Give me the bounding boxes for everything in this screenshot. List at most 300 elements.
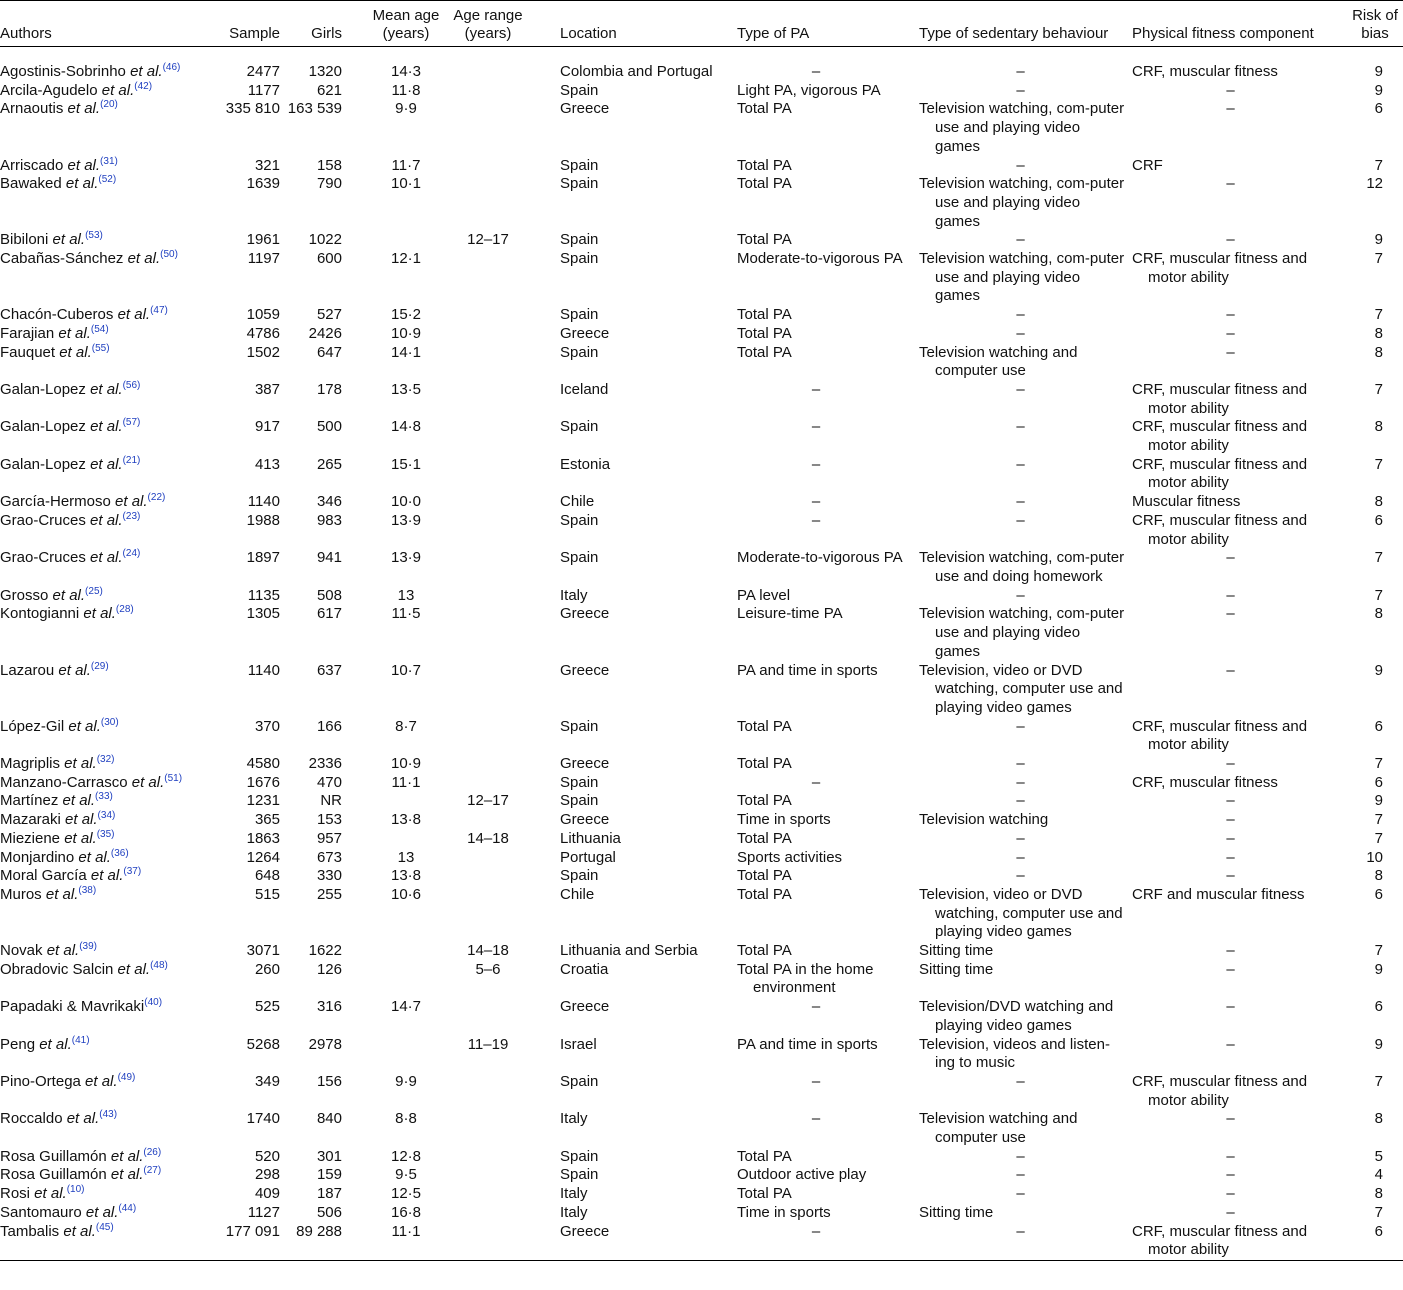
cell-age-range: [440, 811, 560, 830]
header-row: [0, 1, 1403, 47]
cell-risk-of-bias: 7: [1374, 586, 1383, 604]
cell-mean-age: 12·8: [390, 1147, 422, 1165]
reference-link[interactable]: (22): [147, 492, 166, 504]
cell-sedentary: Television, video or DVD watching, computer use and playing video games: [919, 661, 1123, 716]
author-name: Grao-Cruces: [0, 549, 86, 567]
et-al: et al.: [113, 306, 151, 324]
cell-location: Greece: [560, 755, 610, 773]
cell-risk-of-bias: 7: [1374, 380, 1383, 398]
cell-fitness: –: [1226, 324, 1235, 342]
reference-link[interactable]: (55): [91, 342, 110, 354]
reference-link[interactable]: (45): [95, 1221, 114, 1233]
reference-link[interactable]: (42): [134, 80, 153, 92]
author-name: Galan-Lopez: [0, 380, 86, 398]
et-al: et al.: [86, 867, 124, 885]
cell-girls: 470: [316, 773, 342, 791]
header-mean-age-2: (years): [382, 25, 430, 43]
cell-type-pa: Total PA: [737, 829, 792, 847]
cell-fitness: –: [1226, 231, 1235, 249]
cell-girls: 2978: [308, 1035, 342, 1053]
header-location: Location: [560, 1, 737, 47]
cell-girls: 500: [316, 418, 342, 436]
cell-sample: 917: [254, 418, 280, 436]
cell-sample: 1264: [246, 848, 280, 866]
header-age-range: [440, 1, 560, 47]
et-al: et al.: [62, 1110, 100, 1128]
table-row: [0, 867, 1403, 886]
cell-mean-age: 11·5: [391, 605, 421, 623]
author-name: López-Gil: [0, 717, 65, 735]
cell-mean-age: [350, 1036, 440, 1073]
reference-link[interactable]: (25): [85, 585, 103, 597]
cell-location: Spain: [560, 306, 599, 324]
cell-risk-of-bias: 6: [1374, 717, 1383, 735]
reference-link[interactable]: (56): [122, 379, 141, 391]
cell-sedentary: –: [1016, 586, 1025, 604]
cell-sample: 1502: [246, 343, 280, 361]
cell-sedentary: –: [1016, 867, 1025, 885]
author-name: Lazarou: [0, 661, 55, 679]
cell-sedentary: –: [1016, 848, 1025, 866]
table-row: [0, 231, 1403, 250]
cell-girls: 941: [316, 549, 342, 567]
cell-risk-of-bias: 5: [1374, 1147, 1383, 1165]
cell-girls: 153: [316, 811, 342, 829]
cell-risk-of-bias: 12: [1366, 175, 1383, 193]
cell-risk-of-bias: 6: [1374, 511, 1383, 529]
cell-sample: 1988: [246, 511, 280, 529]
reference-link[interactable]: (49): [117, 1071, 136, 1083]
cell-type-pa: Time in sports: [737, 811, 831, 829]
et-al: et al.: [35, 1035, 72, 1053]
cell-authors: [0, 344, 218, 381]
cell-sedentary: Television watching: [919, 811, 1049, 829]
cell-sedentary: Television, video or DVD watching, computer use and playing video games: [919, 885, 1123, 941]
reference-link[interactable]: (43): [99, 1109, 118, 1121]
cell-fitness: CRF, muscular fitness: [1132, 63, 1278, 80]
cell-risk-of-bias: 7: [1374, 306, 1383, 324]
cell-sample: 349: [254, 1072, 280, 1090]
cell-girls: 265: [316, 455, 342, 473]
et-al: et al.: [81, 1203, 119, 1221]
cell-risk-of-bias: 9: [1374, 81, 1383, 99]
cell-authors: [0, 811, 218, 830]
cell-mean-age: 10·7: [390, 661, 422, 679]
cell-sedentary: –: [1016, 418, 1025, 436]
cell-sedentary: –: [1016, 231, 1025, 249]
cell-authors: [0, 605, 218, 661]
cell-fitness: –: [1226, 811, 1235, 829]
cell-fitness: CRF, muscular fitness and motor ability: [1132, 717, 1308, 754]
table-row: [0, 381, 1403, 418]
cell-girls: 617: [316, 605, 342, 623]
author-name: Bawaked: [0, 175, 62, 193]
cell-authors: [0, 231, 218, 250]
et-al: et al.: [113, 960, 151, 978]
et-al: et al.: [60, 755, 97, 773]
reference-link[interactable]: (24): [122, 548, 141, 560]
cell-fitness: –: [1226, 81, 1235, 99]
cell-mean-age: 13·9: [390, 549, 422, 567]
cell-age-range: [440, 1204, 560, 1223]
cell-sample: 370: [254, 717, 280, 735]
cell-girls: 2426: [308, 324, 342, 342]
reference-link[interactable]: (41): [71, 1034, 90, 1046]
cell-risk-of-bias: 9: [1374, 792, 1383, 810]
table-row: [0, 605, 1403, 661]
cell-girls: 255: [316, 885, 342, 903]
cell-location: Italy: [560, 1185, 588, 1203]
reference-link[interactable]: (44): [118, 1202, 137, 1214]
reference-link[interactable]: (30): [100, 716, 119, 728]
author-name: Chacón-Cuberos: [0, 306, 114, 324]
cell-sedentary: –: [1016, 511, 1025, 529]
reference-link[interactable]: (29): [90, 660, 109, 672]
header-age-range-1: Age range: [453, 6, 523, 24]
et-al: et al.: [106, 1166, 144, 1184]
cell-mean-age: 15·2: [390, 306, 422, 324]
reference-link[interactable]: (38): [78, 884, 97, 896]
cell-authors: [0, 830, 218, 849]
cell-fitness: –: [1226, 755, 1235, 773]
cell-type-pa: –: [811, 511, 821, 529]
cell-location: Spain: [560, 1147, 599, 1165]
cell-type-pa: Total PA: [737, 306, 792, 324]
cell-type-pa: PA and time in sports: [737, 1035, 878, 1053]
et-al: et al.: [63, 100, 101, 118]
cell-sample: 298: [254, 1166, 280, 1184]
cell-age-range: 11–19: [467, 1035, 509, 1053]
reference-link[interactable]: (50): [160, 249, 178, 261]
cell-age-range: [440, 1223, 560, 1261]
cell-sedentary: –: [1016, 63, 1025, 80]
cell-mean-age: 12·1: [390, 250, 422, 268]
cell-type-pa: –: [811, 493, 821, 511]
reference-link[interactable]: (33): [95, 791, 113, 803]
cell-type-pa: Leisure-time PA: [737, 605, 843, 623]
reference-link[interactable]: (54): [90, 323, 109, 335]
table-row: [0, 493, 1403, 512]
cell-sample: 335 810: [225, 100, 280, 118]
cell-type-pa: –: [811, 63, 821, 80]
reference-link[interactable]: (26): [143, 1146, 162, 1158]
reference-link[interactable]: (21): [122, 454, 141, 466]
cell-location: Greece: [560, 661, 610, 679]
cell-authors: [0, 849, 218, 868]
cell-girls: 647: [316, 343, 342, 361]
table-row: [0, 886, 1403, 942]
reference-link[interactable]: (53): [85, 230, 103, 242]
cell-mean-age: 10·9: [390, 324, 422, 342]
et-al: et al.: [106, 1147, 144, 1165]
cell-mean-age: 9·5: [395, 1166, 417, 1184]
cell-mean-age: 13·9: [390, 511, 422, 529]
cell-age-range: [440, 849, 560, 868]
et-al: et al.: [59, 1222, 96, 1240]
table-row: [0, 325, 1403, 344]
reference-link[interactable]: (39): [79, 941, 98, 953]
header-sedentary: Type of sedentary behaviour: [919, 1, 1132, 47]
reference-link[interactable]: (31): [100, 155, 118, 167]
reference-link[interactable]: (10): [66, 1184, 85, 1196]
cell-authors: [0, 792, 218, 811]
author-name: García-Hermoso: [0, 493, 111, 511]
cell-mean-age: [350, 942, 440, 961]
cell-authors: [0, 175, 218, 231]
et-al: et al.: [80, 1072, 118, 1090]
cell-location: Spain: [560, 1166, 599, 1184]
cell-fitness: –: [1226, 100, 1235, 118]
et-al: et al.: [74, 848, 111, 866]
cell-sample: 1059: [246, 306, 280, 324]
cell-risk-of-bias: 7: [1374, 811, 1383, 829]
cell-location: Estonia: [560, 455, 611, 473]
cell-fitness: CRF: [1132, 156, 1163, 174]
cell-sample: 3071: [246, 942, 280, 960]
et-al: et al.: [110, 493, 148, 511]
cell-mean-age: 10·6: [390, 885, 422, 903]
cell-risk-of-bias: 7: [1374, 829, 1383, 847]
cell-risk-of-bias: 9: [1374, 63, 1383, 80]
cell-location: Greece: [560, 811, 610, 829]
cell-authors: [0, 47, 218, 82]
reference-link[interactable]: (28): [115, 604, 134, 616]
author-name: Magriplis: [0, 755, 61, 773]
cell-sedentary: –: [1016, 755, 1025, 773]
cell-risk-of-bias: 6: [1374, 100, 1383, 118]
cell-girls: 983: [316, 511, 342, 529]
cell-type-pa: –: [811, 998, 821, 1016]
reference-link[interactable]: (27): [143, 1165, 162, 1177]
cell-location: Italy: [560, 586, 588, 604]
header-risk-2: bias: [1361, 25, 1389, 43]
reference-link[interactable]: (40): [144, 997, 163, 1009]
cell-risk-of-bias: 8: [1374, 493, 1383, 511]
author-name: Bibiloni: [0, 231, 49, 249]
table-row: [0, 250, 1403, 306]
cell-sedentary: Television watching, com-puter use and playing video games: [919, 605, 1125, 660]
cell-risk-of-bias: 6: [1374, 773, 1383, 791]
cell-location: Spain: [560, 549, 599, 567]
cell-risk-of-bias: 6: [1374, 998, 1383, 1016]
cell-girls: 1022: [308, 231, 342, 249]
et-al: et al.: [54, 661, 91, 679]
reference-link[interactable]: (48): [150, 959, 168, 971]
author-name: Papadaki & Mavrikaki: [0, 998, 145, 1016]
cell-risk-of-bias: 9: [1374, 231, 1383, 249]
cell-type-pa: –: [811, 773, 821, 791]
cell-age-range: [440, 549, 560, 586]
table-row: [0, 175, 1403, 231]
cell-girls: 163 539: [287, 100, 342, 118]
cell-age-range: [440, 82, 560, 101]
reference-link[interactable]: (23): [122, 510, 141, 522]
cell-mean-age: [350, 231, 440, 250]
cell-authors: [0, 1166, 218, 1185]
header-girls-label: Girls: [311, 25, 342, 43]
cell-fitness: –: [1226, 1147, 1235, 1165]
cell-risk-of-bias: 6: [1374, 1222, 1383, 1240]
cell-sedentary: –: [1016, 1166, 1025, 1184]
cell-sample: 1231: [246, 792, 280, 810]
cell-type-pa: Total PA: [737, 792, 792, 810]
reference-link[interactable]: (32): [96, 754, 115, 766]
et-al: et al.: [97, 81, 135, 99]
cell-type-pa: Total PA in the home environment: [737, 960, 874, 997]
author-name: Pino-Ortega: [0, 1072, 81, 1090]
cell-risk-of-bias: 8: [1374, 1110, 1383, 1128]
cell-age-range: [440, 512, 560, 549]
cell-fitness: –: [1226, 175, 1235, 193]
cell-type-pa: –: [811, 1222, 821, 1240]
author-name: Peng: [0, 1035, 36, 1053]
reference-link[interactable]: (52): [98, 174, 117, 186]
cell-fitness: –: [1226, 848, 1235, 866]
cell-location: Spain: [560, 511, 599, 529]
cell-girls: 506: [316, 1203, 342, 1221]
cell-location: Spain: [560, 343, 599, 361]
cell-mean-age: 16·8: [390, 1203, 422, 1221]
cell-risk-of-bias: 9: [1374, 661, 1383, 679]
reference-link[interactable]: (47): [150, 305, 168, 317]
et-al: et al.: [85, 549, 123, 567]
cell-location: Chile: [560, 885, 595, 903]
header-girls: [280, 1, 350, 47]
cell-authors: [0, 381, 218, 418]
cell-girls: 2336: [308, 755, 342, 773]
cell-type-pa: Total PA: [737, 717, 792, 735]
cell-risk-of-bias: 7: [1374, 549, 1383, 567]
cell-sedentary: –: [1016, 717, 1025, 735]
table-row: [0, 774, 1403, 793]
cell-sample: 1135: [247, 586, 280, 604]
reference-link[interactable]: (46): [162, 62, 181, 73]
cell-fitness: CRF, muscular fitness and motor ability: [1132, 455, 1308, 492]
et-al: et al.: [54, 324, 91, 342]
table-row: [0, 1073, 1403, 1110]
cell-girls: 89 288: [296, 1222, 342, 1240]
cell-age-range: [440, 605, 560, 661]
cell-girls: 600: [316, 250, 342, 268]
reference-link[interactable]: (35): [96, 828, 115, 840]
cell-mean-age: 11·7: [391, 156, 421, 174]
cell-mean-age: 11·1: [391, 773, 421, 791]
reference-link[interactable]: (57): [122, 417, 141, 429]
cell-type-pa: –: [811, 418, 821, 436]
cell-age-range: 12–17: [467, 231, 509, 249]
cell-sedentary: Television watching, com-puter use and doing homework: [919, 549, 1125, 585]
et-al: et al.: [55, 343, 92, 361]
cell-fitness: Muscular fitness: [1132, 493, 1241, 511]
cell-risk-of-bias: 4: [1374, 1166, 1383, 1184]
cell-mean-age: [350, 792, 440, 811]
et-al: et al.: [63, 156, 101, 174]
cell-type-pa: Total PA: [737, 1147, 792, 1165]
cell-fitness: CRF, muscular fitness and motor ability: [1132, 511, 1308, 548]
table-row: [0, 456, 1403, 493]
cell-type-pa: Total PA: [737, 100, 792, 118]
cell-location: Spain: [560, 792, 599, 810]
table-row: [0, 306, 1403, 325]
cell-fitness: –: [1226, 1110, 1235, 1128]
cell-sample: 260: [254, 960, 280, 978]
cell-age-range: [440, 47, 560, 82]
et-al: et al.: [85, 511, 123, 529]
cell-age-range: [440, 100, 560, 156]
cell-girls: 637: [316, 661, 342, 679]
cell-authors: [0, 157, 218, 176]
cell-sedentary: –: [1016, 455, 1025, 473]
cell-risk-of-bias: 7: [1374, 942, 1383, 960]
reference-link[interactable]: (20): [100, 99, 118, 111]
author-name: Monjardino: [0, 848, 75, 866]
cell-authors: [0, 886, 218, 942]
reference-link[interactable]: (37): [123, 866, 142, 878]
cell-age-range: [440, 175, 560, 231]
cell-age-range: [440, 998, 560, 1035]
cell-risk-of-bias: 8: [1374, 324, 1383, 342]
reference-link[interactable]: (51): [164, 772, 183, 784]
et-al: et al.: [85, 380, 123, 398]
cell-girls: 166: [316, 717, 342, 735]
cell-age-range: [440, 1185, 560, 1204]
cell-fitness: –: [1226, 586, 1235, 604]
cell-fitness: CRF, muscular fitness and motor ability: [1132, 1222, 1308, 1259]
cell-fitness: CRF, muscular fitness and motor ability: [1132, 380, 1308, 417]
cell-mean-age: 13: [397, 586, 415, 604]
author-name: Rosa Guillamón: [0, 1166, 107, 1184]
cell-authors: [0, 942, 218, 961]
table-row: [0, 792, 1403, 811]
cell-fitness: –: [1226, 998, 1235, 1016]
reference-link[interactable]: (36): [110, 847, 129, 859]
cell-location: Italy: [560, 1110, 588, 1128]
author-name: Grao-Cruces: [0, 511, 86, 529]
et-al: et al.: [58, 792, 96, 810]
cell-sedentary: Sitting time: [919, 1203, 994, 1221]
cell-girls: 527: [316, 306, 342, 324]
cell-girls: 156: [316, 1072, 342, 1090]
author-name: Fauquet: [0, 343, 56, 361]
author-name: Galan-Lopez: [0, 418, 86, 436]
cell-risk-of-bias: 7: [1374, 755, 1383, 773]
et-al: et al.: [60, 829, 97, 847]
cell-location: Spain: [560, 773, 599, 791]
table-row: [0, 718, 1403, 755]
cell-fitness: CRF, muscular fitness and motor ability: [1132, 418, 1308, 455]
cell-girls: NR: [320, 792, 342, 810]
cell-girls: 158: [316, 156, 342, 174]
cell-authors: [0, 418, 218, 455]
author-name: Grosso: [0, 586, 49, 604]
reference-link[interactable]: (34): [97, 810, 116, 822]
cell-mean-age: 10·1: [390, 175, 422, 193]
cell-risk-of-bias: 7: [1374, 1203, 1383, 1221]
cell-sedentary: Television watching, com-puter use and playing video games: [919, 250, 1125, 305]
table-row: [0, 512, 1403, 549]
cell-authors: [0, 1223, 218, 1261]
author-name: Arcila-Agudelo: [0, 81, 98, 99]
cell-age-range: [440, 1073, 560, 1110]
cell-mean-age: 14·8: [390, 418, 422, 436]
cell-age-range: [440, 1110, 560, 1147]
cell-authors: [0, 1148, 218, 1167]
cell-girls: 1320: [308, 63, 342, 80]
table-row: [0, 1166, 1403, 1185]
cell-type-pa: –: [811, 455, 821, 473]
cell-girls: 1622: [308, 942, 342, 960]
cell-type-pa: PA and time in sports: [737, 661, 878, 679]
